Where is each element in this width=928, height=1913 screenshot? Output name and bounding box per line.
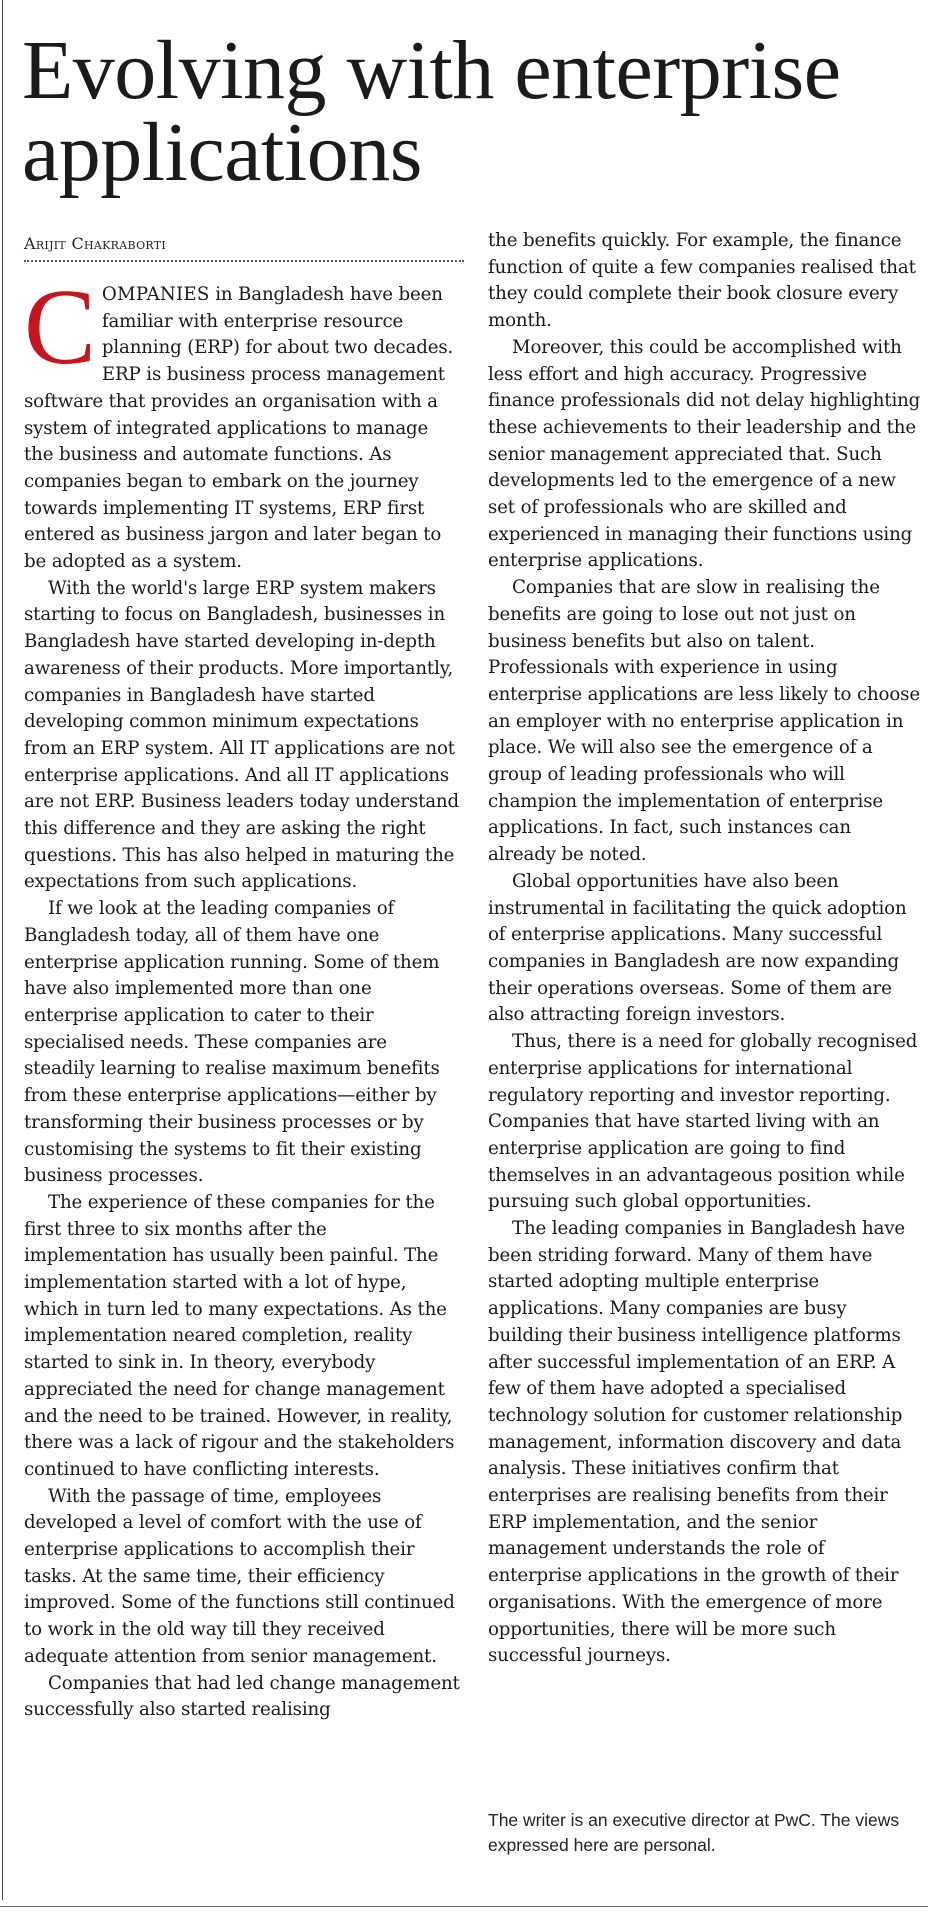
- drop-cap: C: [24, 268, 96, 387]
- article-paragraph: With the world's large ERP system makers starting to focus on Bangladesh, businesses in Bangladesh have started developing in-depth awareness of their products. More importantly, companies in Bangladesh have started developing common minimum expectations from an ERP system. All IT applications are not enterprise applications. And all IT applications are not ERP. Business leaders today understand this difference and they are asking the right questions. This has also helped in maturing the expectations from such applications.: [24, 577, 459, 893]
- article-paragraph: Companies that had led change management successfully also started realising: [24, 1672, 460, 1721]
- article-paragraph: The experience of these companies for the first three to six months after the implementation has usually been painful. The implementation started with a lot of hype, which in turn led to many expectations. As the implementation neared completion, reality started to sink in. In theory, everybody appreciated the need for change management and the need to be trained. However, in reality, there was a lack of rigour and the stakeholders continued to have conflicting interests.: [24, 1191, 455, 1480]
- article-column-left: [24, 268, 460, 1724]
- author-tagline: The writer is an executive director at PwC. The views expressed here are personal.: [488, 1810, 900, 1855]
- article-column-right: [488, 228, 924, 1670]
- lead-paragraph-text: in Bangladesh have been familiar with enterprise resource planning (ERP) for about two decades. ERP is business process management software that provides an organisation with a system of integrated applications to manage the business and automate functions. As companies began to embark on the journey towards implementing IT systems, ERP first entered as business jargon and later began to be adopted as a system.: [24, 284, 454, 573]
- article-paragraph: With the passage of time, employees developed a level of comfort with the use of enterprise applications to accomplish their tasks. At the same time, their efficiency improved. Some of the functions still continued to work in the old way till they received adequate attention from senior management.: [24, 1485, 455, 1667]
- article-byline: Arijit Chakraborti: [24, 234, 167, 253]
- page-left-border: [2, 0, 3, 1900]
- article-paragraph: Global opportunities have also been instrumental in facilitating the quick adoption of enterprise applications. Many successful companies in Bangladesh are now expanding their operations overseas. Some of them are also attracting foreign investors.: [488, 870, 907, 1026]
- article-headline: Evolving with enterprise applications: [22, 24, 841, 199]
- article-paragraph: Companies that are slow in realising the benefits are going to lose out not just on business benefits but also on talent. Professionals with experience in using enterprise applications are less likely to choose an employer with no enterprise application in place. We will also see the emergence of a group of leading professionals who will champion the implementation of enterprise applications. In fact, such instances can already be noted.: [488, 577, 920, 866]
- article-paragraph: Thus, there is a need for globally recognised enterprise applications for international regulatory reporting and investor reporting. Companies that have started living with an enterprise application are going to find themselves in an advantageous position while pursuing such global opportunities.: [488, 1031, 918, 1213]
- article-paragraph: If we look at the leading companies of Bangladesh today, all of them have one enterprise application running. Some of them have also implemented more than one enterprise application to cater to their specialised needs. These companies are steadily learning to realise maximum benefits from these enterprise applications—either by transforming their business processes or by customising the systems to fit their existing business processes.: [24, 898, 440, 1187]
- lead-capitals: OMPANIES: [101, 284, 210, 305]
- article-paragraph: [24, 268, 460, 576]
- page-bottom-border: [0, 1906, 928, 1907]
- article-paragraph: The leading companies in Bangladesh have been striding forward. Many of them have started adopting multiple enterprise applications. Many companies are busy building their business intelligence platforms after successful implementation of an ERP. A few of them have adopted a specialised technology solution for customer relationship management, information discovery and data analysis. These initiatives confirm that enterprises are realising benefits from their ERP implementation, and the senior management understands the role of enterprise applications in the growth of their organisations. With the emergence of more opportunities, there will be more such successful journeys.: [488, 1218, 906, 1667]
- article-paragraph: Moreover, this could be accomplished with less effort and high accuracy. Progressive finance professionals did not delay highlighting these achievements to their leadership and the senior management appreciated that. Such developments led to the emergence of a new set of professionals who are skilled and experienced in managing their functions using enterprise applications.: [488, 336, 921, 572]
- byline-dotted-divider: [24, 260, 464, 262]
- article-paragraph: the benefits quickly. For example, the finance function of quite a few companies realised that they could complete their book closure every month.: [488, 230, 916, 332]
